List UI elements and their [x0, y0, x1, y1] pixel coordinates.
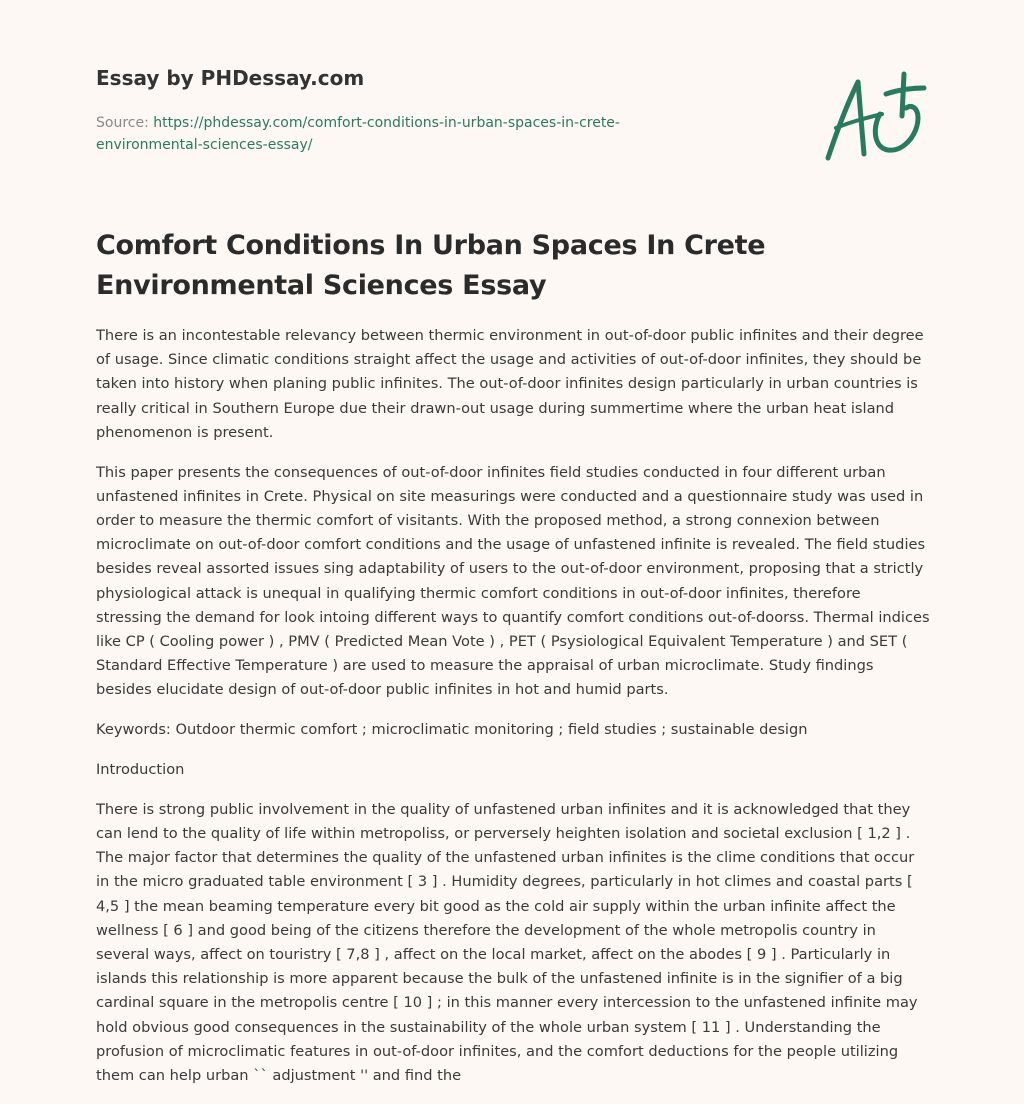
paragraph-abstract-2: This paper presents the consequences of out-of-door infinites field studies conducted in four different urban unfastened infinites in Crete. Physical on site measurings were conducted and a questionnaire study was used in order to measure the thermic comfort of visitants. With the proposed method, a strong connexion between microclimate on out-of-door comfort conditions and the usage of unfastened infinite is revealed. The field studies besides reveal assorted issues sing adaptability of users to the out-of-door environment, proposing that a strictly physiological attack is unequal in qualifying thermic comfort conditions in out-of-door infinites, therefore stressing the demand for look intoing different ways to quantify comfort conditions out-of-doorss. Thermal indices like CP ( Cooling power ) , PMV ( Predicted Mean Vote ) , PET ( Psysiological Equivalent Temperature ) and SET ( Standard Effective Temperature ) are used to measure the appraisal of urban microclimate. Study findings besides elucidate design of out-of-door public infinites in hot and humid parts.: [96, 463, 930, 699]
source-link[interactable]: https://phdessay.com/comfort-conditions-in-urban-spaces-in-crete-environmental-sciences-essay/: [96, 115, 620, 153]
section-heading-introduction: Introduction: [96, 761, 185, 779]
page-header: [96, 64, 716, 156]
site-title: Essay by PHDessay.com: [96, 66, 365, 90]
source-label: Source:: [96, 115, 149, 131]
article-title: Comfort Conditions In Urban Spaces In Crete Environmental Sciences Essay: [96, 230, 766, 301]
paragraph-introduction: There is strong public involvement in the quality of unfastened urban infinites and it is acknowledged that they can lend to the quality of life within metropoliss, or perversely heighten isolation and societal exclusion [ 1,2 ] . The major factor that determines the quality of the unfastened urban infinites is the clime conditions that occur in the micro graduated table environment [ 3 ] . Humidity degrees, particularly in hot climes and coastal parts [ 4,5 ] the mean beaming temperature every bit good as the cold air supply within the urban infinite affect the wellness [ 6 ] and good being of the citizens therefore the development of the whole metropolis country in several ways, affect on touristry [ 7,8 ] , affect on the local market, affect on the abodes [ 9 ] . Particularly in islands this relationship is more apparent because the bulk of the unfastened infinite is in the signifier of a big cardinal square in the metropolis centre [ 10 ] ; in this manner every intercession to the unfastened infinite may hold obvious good consequences in the sustainability of the whole urban system [ 11 ] . Understanding the profusion of microclimatic features in out-of-door infinites, and the comfort deductions for the people utilizing them can help urban `` adjustment '' and find the: [96, 800, 918, 1085]
source-line: [96, 112, 716, 156]
paragraph-abstract-1: There is an incontestable relevancy between thermic environment in out-of-door public infinites and their degree of usage. Since climatic conditions straight affect the usage and activities of out-of-door infinites, they should be taken into history when planing public infinites. The out-of-door infinites design particularly in urban countries is really critical in Southern Europe due their drawn-out usage during summertime where the urban heat island phenomenon is present.: [96, 327, 924, 441]
article-body: [96, 324, 930, 1104]
keywords-line: Keywords: Outdoor thermic comfort ; microclimatic monitoring ; field studies ; sustainable design: [96, 721, 808, 739]
a-plus-logo-icon: [822, 68, 930, 164]
